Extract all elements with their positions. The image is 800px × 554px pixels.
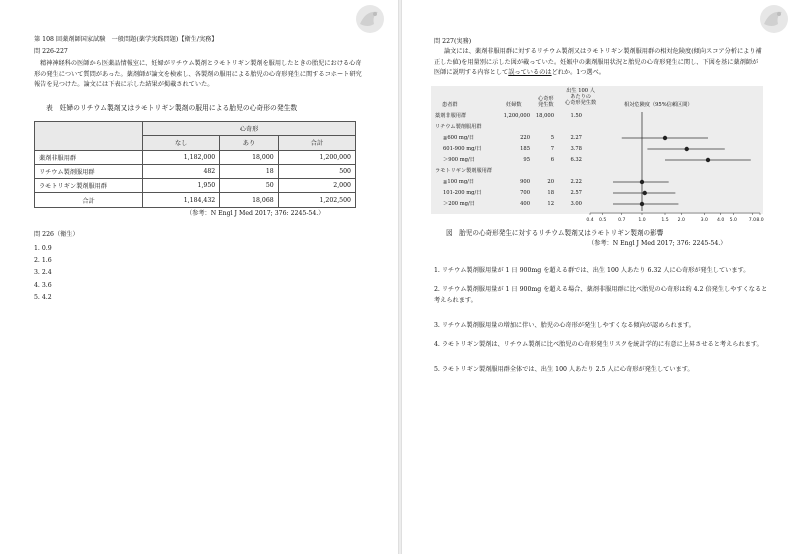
- x-tick-label: 7.0: [748, 218, 757, 223]
- x-tick-label: 0.5: [599, 218, 607, 223]
- forest-cell-cases: 18,000: [535, 113, 554, 119]
- forest-cell-cases: 5: [550, 135, 554, 141]
- table-row: [35, 150, 356, 164]
- x-tick-label: 8.0: [756, 218, 764, 223]
- forest-row-label: ＞900 mg/日: [443, 157, 475, 163]
- table-source: （参考：N Engl J Med 2017; 376: 2245-54.）: [186, 210, 325, 217]
- fp-col-n: 妊婦数: [506, 102, 522, 108]
- fp-col-rr: 相対危険度（95%信頼区間）: [624, 102, 693, 108]
- cell-value: 18,000: [220, 150, 278, 164]
- answer-option[interactable]: 2. リチウム製剤服用量が 1 日 900mg を超える場合、薬剤非服用群に比べ胎児の心奇形は約 4.2 倍発生しやすくなると考えられます。: [434, 286, 768, 304]
- fp-col-group: 患者群: [442, 102, 458, 108]
- forest-cell-n: 900: [520, 179, 530, 185]
- answer-option[interactable]: 5. ラモトリギン製剤服用群全体では、出生 100 人あたり 2.5 人に心奇形が発生しています。: [434, 366, 694, 373]
- forest-row-label: 601-900 mg/日: [443, 146, 482, 152]
- cell-value: 18,068: [220, 193, 278, 207]
- row-label: リチウム製剤服用群: [35, 164, 143, 178]
- row-label: ラモトリギン製剤服用群: [35, 179, 143, 193]
- col-header-none: なし: [143, 136, 220, 150]
- q226-title: 問 226（衛生）: [34, 231, 79, 238]
- point-estimate: [663, 136, 667, 140]
- forest-cell-per100: 6.32: [570, 157, 582, 163]
- cell-value: 1,182,000: [143, 150, 220, 164]
- table-group-header: 心奇形: [143, 122, 356, 136]
- cell-value: 482: [143, 164, 220, 178]
- forest-cell-n: 700: [520, 190, 530, 196]
- x-tick-label: 0.7: [618, 218, 626, 223]
- figure-caption: 図 胎児の心奇形発生に対するリチウム製剤又はラモトリギン製剤の影響: [446, 229, 664, 237]
- x-tick-label: 1.0: [638, 218, 646, 223]
- forest-row-label: 薬剤非服用群: [435, 113, 467, 119]
- forest-cell-cases: 7: [550, 146, 554, 152]
- forest-row-label: リチウム製剤服用群: [435, 124, 482, 130]
- x-tick-label: 4.0: [717, 218, 725, 223]
- answer-option[interactable]: 5. 4.2: [34, 293, 52, 301]
- cell-value: 50: [220, 179, 278, 193]
- forest-cell-cases: 20: [547, 179, 554, 185]
- forest-cell-cases: 12: [547, 201, 554, 207]
- right-page: [402, 0, 800, 554]
- emphasis-underline: 誤っているのは: [508, 69, 552, 76]
- answer-option[interactable]: 4. 3.6: [34, 281, 52, 289]
- question-range: 問 226-227: [34, 48, 68, 55]
- forest-cell-per100: 3.78: [570, 146, 582, 152]
- forest-cell-per100: 2.27: [570, 135, 582, 141]
- q226-options: [34, 243, 52, 304]
- table-corner-cell: [35, 122, 143, 151]
- col-header-present: あり: [220, 136, 278, 150]
- table-total-row: [35, 193, 356, 207]
- cell-value: 1,184,432: [143, 193, 220, 207]
- figure-source: （参考：N Engl J Med 2017; 376: 2245-54.）: [588, 240, 727, 247]
- cell-value: 1,202,500: [278, 193, 355, 207]
- forest-cell-n: 185: [520, 146, 530, 152]
- forest-cell-n: 400: [520, 201, 530, 207]
- cell-value: 1,200,000: [278, 150, 355, 164]
- exam-header: 第 108 回薬剤師国家試験 一般問題(薬学実践問題)【衛生/実務】: [34, 36, 218, 43]
- q227-statements: [434, 265, 768, 375]
- table-row: [35, 164, 356, 178]
- forest-row-label: 101-200 mg/日: [443, 190, 482, 196]
- table-row: [35, 179, 356, 193]
- forest-cell-per100: 1.50: [570, 113, 582, 119]
- forest-cell-cases: 18: [547, 190, 554, 196]
- watermark-logo-icon: [348, 2, 390, 36]
- answer-option[interactable]: 3. リチウム製剤服用量の増加に伴い、胎児の心奇形が発生しやすくなる傾向が認められます。: [434, 322, 695, 329]
- forest-cell-n: 95: [523, 157, 530, 163]
- question-intro: 精神神経科の医師から医薬品情報室に、妊婦がリチウム製剤とラモトリギン製剤を服用したときの胎児における心奇形の発生について質問があった。薬剤師が論文を検索し、各製剤の服用による胎児の心奇形発生に関するコホート研究報告を見つけた。論文には下表に示した結果が掲載されていた。: [34, 60, 362, 88]
- point-estimate: [685, 147, 689, 151]
- forest-row-label: ≦100 mg/日: [443, 179, 475, 185]
- forest-cell-cases: 6: [550, 157, 554, 163]
- forest-cell-per100: 2.22: [570, 179, 582, 185]
- point-estimate: [643, 191, 647, 195]
- answer-option[interactable]: 1. 0.9: [34, 245, 52, 252]
- forest-row-label: ＞200 mg/日: [443, 201, 475, 207]
- col-header-total: 合計: [278, 136, 355, 150]
- x-tick-label: 3.0: [700, 218, 708, 223]
- forest-cell-per100: 2.57: [570, 190, 582, 196]
- x-tick-label: 2.0: [677, 218, 685, 223]
- fp-col-cases: 心奇形 発生数: [538, 96, 554, 108]
- q227-intro: 論文には、薬剤非服用群に対するリチウム製剤又はラモトリギン製剤服用群の相対危険度(傾向スコア分析により補正した値)を用量別に示した図が載っていた。妊娠中の薬剤服用状況と胎児の心奇形発生に関し、下図を基に薬剤師が医師に説明する内容として誤っているのはどれか。1つ選べ。: [434, 48, 762, 76]
- left-page: [0, 0, 398, 554]
- answer-option[interactable]: 1. リチウム製剤服用量が 1 日 900mg を超える群では、出生 100 人あたり 6.32 人に心奇形が発生しています。: [434, 267, 750, 274]
- cell-value: 2,000: [278, 179, 355, 193]
- point-estimate: [640, 180, 644, 184]
- table-caption: 表 妊婦のリチウム製剤又はラモトリギン製剤の服用による胎児の心奇形の発生数: [46, 104, 298, 112]
- answer-option[interactable]: 4. ラモトリギン製剤は、リチウム製剤に比べ胎児の心奇形発生リスクを統計学的に有意に上昇させると考えられます。: [434, 341, 763, 348]
- answer-option[interactable]: 2. 1.6: [34, 257, 52, 265]
- forest-plot-chart: [402, 0, 800, 260]
- cell-value: 18: [220, 164, 278, 178]
- cell-value: 1,950: [143, 179, 220, 193]
- table-header-row: [35, 122, 356, 136]
- point-estimate: [640, 202, 644, 206]
- q227-title: 問 227(実務): [434, 38, 472, 45]
- point-estimate: [706, 158, 710, 162]
- forest-row-label: ≦600 mg/日: [443, 135, 475, 141]
- x-tick-label: 0.4: [586, 218, 594, 223]
- row-label: 薬剤非服用群: [35, 150, 143, 164]
- forest-cell-n: 220: [520, 135, 530, 141]
- cell-value: 500: [278, 164, 355, 178]
- incidence-table: [34, 121, 356, 208]
- x-tick-label: 1.5: [661, 218, 669, 223]
- x-tick-label: 5.0: [729, 218, 737, 223]
- total-label: 合計: [35, 193, 143, 207]
- fp-col-per100: 出生 100 人 あたりの 心奇形発生数: [565, 88, 597, 106]
- forest-cell-per100: 3.00: [570, 201, 582, 207]
- answer-option[interactable]: 3. 2.4: [34, 269, 52, 277]
- forest-row-label: ラモトリギン製剤服用群: [435, 168, 493, 174]
- forest-cell-n: 1,200,000: [503, 113, 530, 119]
